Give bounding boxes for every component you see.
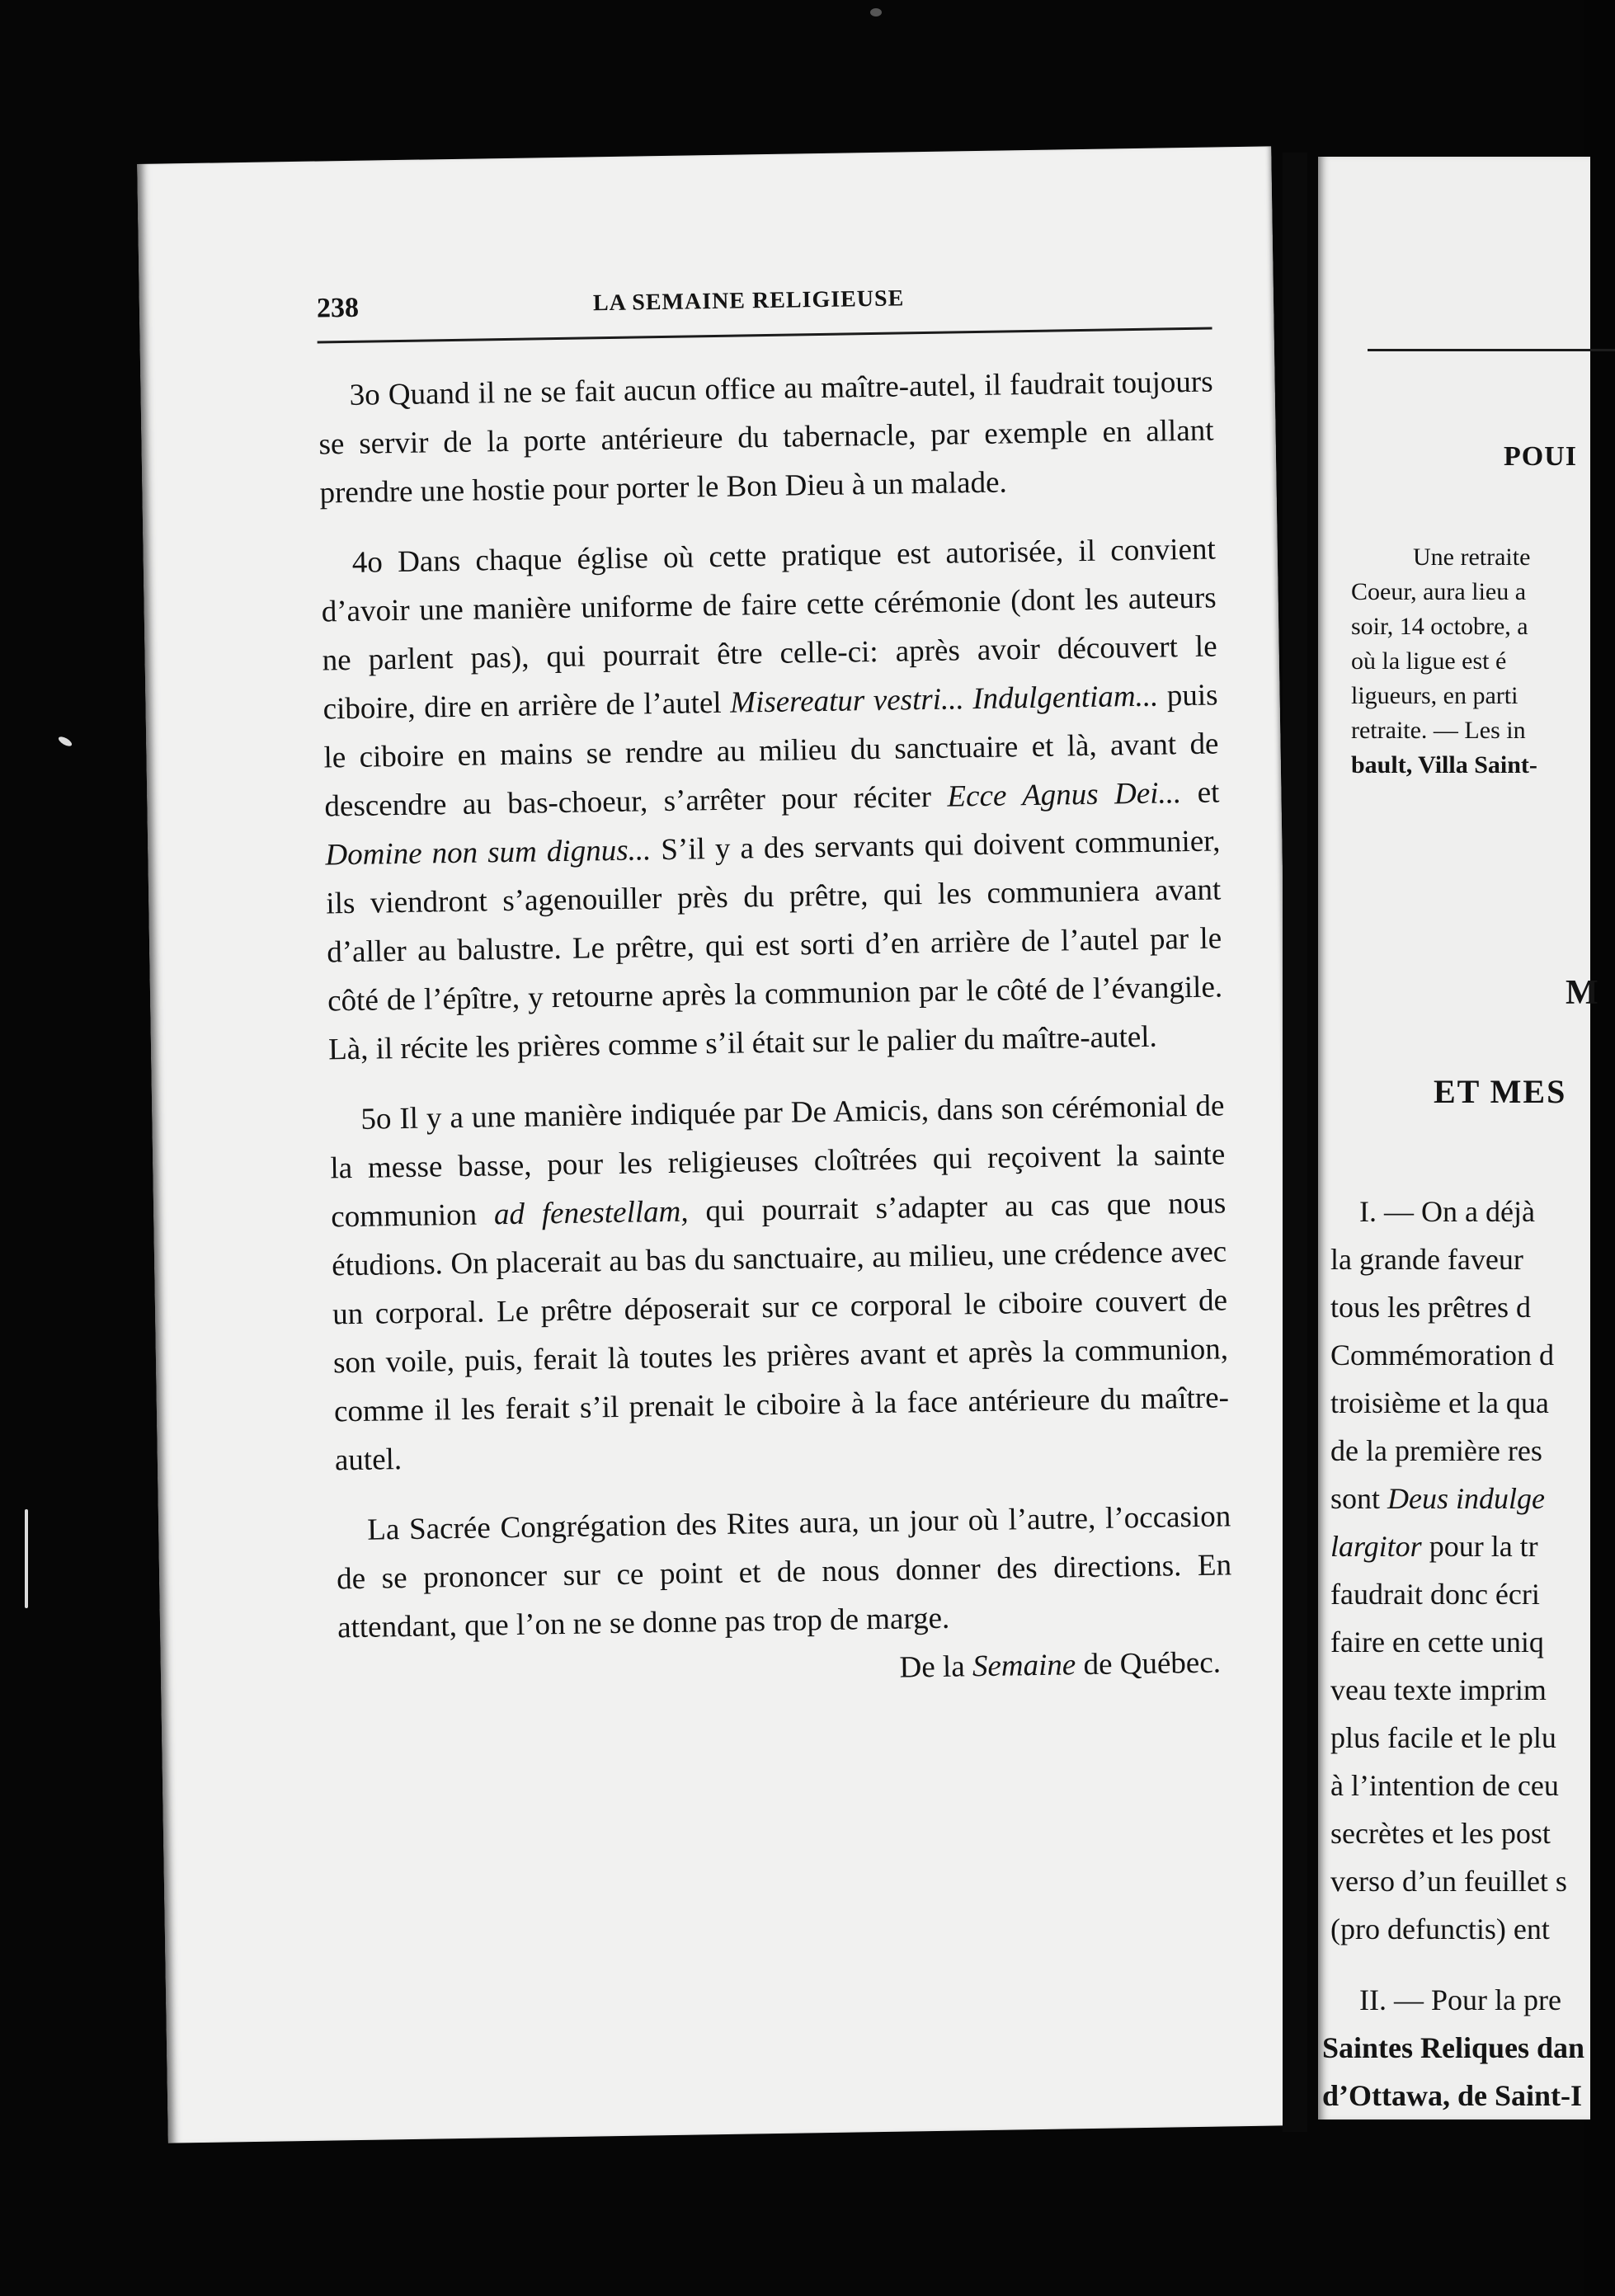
body-line: troisième et la qua bbox=[1330, 1386, 1549, 1419]
body-line: d’Ottawa, de Saint-I bbox=[1322, 2079, 1583, 2112]
latin-ad-fenestellam: ad fenestellam, bbox=[493, 1194, 689, 1232]
body-text: pour la tr bbox=[1421, 1530, 1538, 1563]
notice-line: Une retraite bbox=[1413, 543, 1531, 571]
notice-line: ligueurs, en parti bbox=[1351, 682, 1518, 709]
body-line: secrètes et les post bbox=[1330, 1817, 1551, 1850]
body-line: faire en cette uniq bbox=[1330, 1626, 1544, 1658]
latin-deus-indulgentiarum: Deus indulge bbox=[1387, 1482, 1545, 1515]
source-italic: Semaine bbox=[972, 1648, 1076, 1684]
paragraph-5o bbox=[329, 1081, 1230, 1484]
body-line: (pro defunctis) ent bbox=[1330, 1913, 1550, 1945]
left-page bbox=[137, 146, 1302, 2143]
paragraph-4o-text-g: S’il y a des servants qui doivent communier, ils viendront s’agenouiller près du prêtre, qui les communiera avant d’aller au balustre. Le prêtre, qui est sorti d’en arrière de l’autel par le côté de l’épître, y retourne après la communion par le côté de l’évangile. Là, il récite les prières comme s’il était sur le palier du maître-autel. bbox=[326, 824, 1223, 1067]
body-text: sont bbox=[1330, 1482, 1388, 1515]
right-page-notice bbox=[1318, 540, 1582, 783]
body-line: tous les prêtres d bbox=[1330, 1291, 1531, 1324]
paragraph-4o bbox=[320, 525, 1223, 1074]
body-line: I. — On a déjà bbox=[1359, 1195, 1535, 1228]
paragraph-5o-text-b: qui pourrait s’adapter au cas que nous étudions. On placerait au bas du sanctuaire, au milieu, une crédence avec un corporal. Le prêtre déposerait sur ce corporal le ciboire couvert de son voile, puis, ferait là toutes les prières avant et après la communion, comme il les ferait s’il prenait le ciboire à la face antérieure du maître-autel. bbox=[331, 1186, 1230, 1478]
body-line bbox=[1318, 1522, 1590, 1570]
latin-ecce-agnus: Ecce Agnus Dei... bbox=[947, 776, 1182, 814]
scan-scratch bbox=[25, 1509, 28, 1608]
body-line: la grande faveur bbox=[1330, 1243, 1523, 1276]
body-line: II. — Pour la pre bbox=[1359, 1983, 1561, 2016]
right-page-title-fragment: POUI bbox=[1504, 441, 1577, 472]
body-line: plus facile et le plu bbox=[1330, 1721, 1556, 1754]
right-heading-et: ET MES bbox=[1434, 1073, 1567, 1110]
paragraph-4o-text-e: et bbox=[1180, 775, 1220, 811]
paragraph-4o-text-a: 4o Dans chaque église où cette pratique est autorisée, il convient d’avoir une manière uniforme de faire cette cérémonie (dont les auteurs ne parlent pas), qui pourrait être celle-ci: après avoir découvert le ciboire, dire en arrière de l’autel bbox=[321, 532, 1217, 727]
notice-line: Coeur, aura lieu a bbox=[1351, 578, 1527, 605]
body-line bbox=[1318, 1475, 1590, 1522]
latin-misereatur: Misereatur vestri... Indulgentiam... bbox=[729, 679, 1159, 720]
latin-largitor: largitor bbox=[1330, 1530, 1422, 1563]
page-header bbox=[317, 271, 1208, 335]
body-line: de la première res bbox=[1330, 1434, 1542, 1467]
right-header-rule bbox=[1368, 349, 1615, 351]
body-line: faudrait donc écri bbox=[1330, 1578, 1540, 1611]
source-prefix: De la bbox=[899, 1649, 973, 1685]
body-line: veau texte imprim bbox=[1330, 1673, 1547, 1706]
right-page-body bbox=[1318, 1188, 1590, 2120]
body-line: Commémoration d bbox=[1330, 1339, 1554, 1371]
notice-line: bault, Villa Saint- bbox=[1351, 751, 1537, 779]
paragraph-conclusion: La Sacrée Congrégation des Rites aura, un jour où l’autre, l’occasion de se prononcer sur ce point et de nous donner des directions. En attendant, que l’on ne se donne pas trop de marge. bbox=[336, 1499, 1232, 1645]
right-heading-m: M bbox=[1566, 974, 1599, 1012]
page-number: 238 bbox=[316, 292, 360, 324]
notice-line: retraite. — Les in bbox=[1351, 717, 1526, 744]
scan-speck bbox=[57, 735, 73, 748]
paragraph-4o-text-c: puis le ciboire en mains se rendre au milieu du sanctuaire et là, avant de descendre au bas-choeur, s’arrêter pour réciter bbox=[323, 678, 1219, 824]
paragraph-3o: 3o Quand il ne se fait aucun office au maître-autel, il faudrait toujours se servir de la porte antérieure du tabernacle, par exemple en allant prendre une hostie pour porter le Bon Dieu à un malade. bbox=[318, 365, 1214, 510]
book-gutter bbox=[1283, 153, 1307, 2132]
body-line: verso d’un feuillet s bbox=[1330, 1865, 1567, 1898]
paragraph-5o-text-a: 5o Il y a une manière indiquée par De Amicis, dans son cérémonial de la messe basse, pour les religieuses cloîtrées qui reçoivent la sainte communion bbox=[330, 1089, 1226, 1235]
body-line: à l’intention de ceu bbox=[1330, 1769, 1559, 1802]
article-body bbox=[318, 357, 1233, 1701]
notice-line: soir, 14 octobre, a bbox=[1351, 613, 1528, 640]
right-page bbox=[1318, 157, 1599, 2120]
notice-line: où la ligue est é bbox=[1351, 647, 1507, 675]
scan-speck bbox=[870, 8, 882, 16]
running-head: LA SEMAINE RELIGIEUSE bbox=[592, 285, 905, 317]
body-line: Saintes Reliques dan bbox=[1322, 2031, 1585, 2064]
latin-domine: Domine non sum dignus... bbox=[325, 833, 652, 873]
source-suffix: de Québec. bbox=[1075, 1645, 1222, 1682]
